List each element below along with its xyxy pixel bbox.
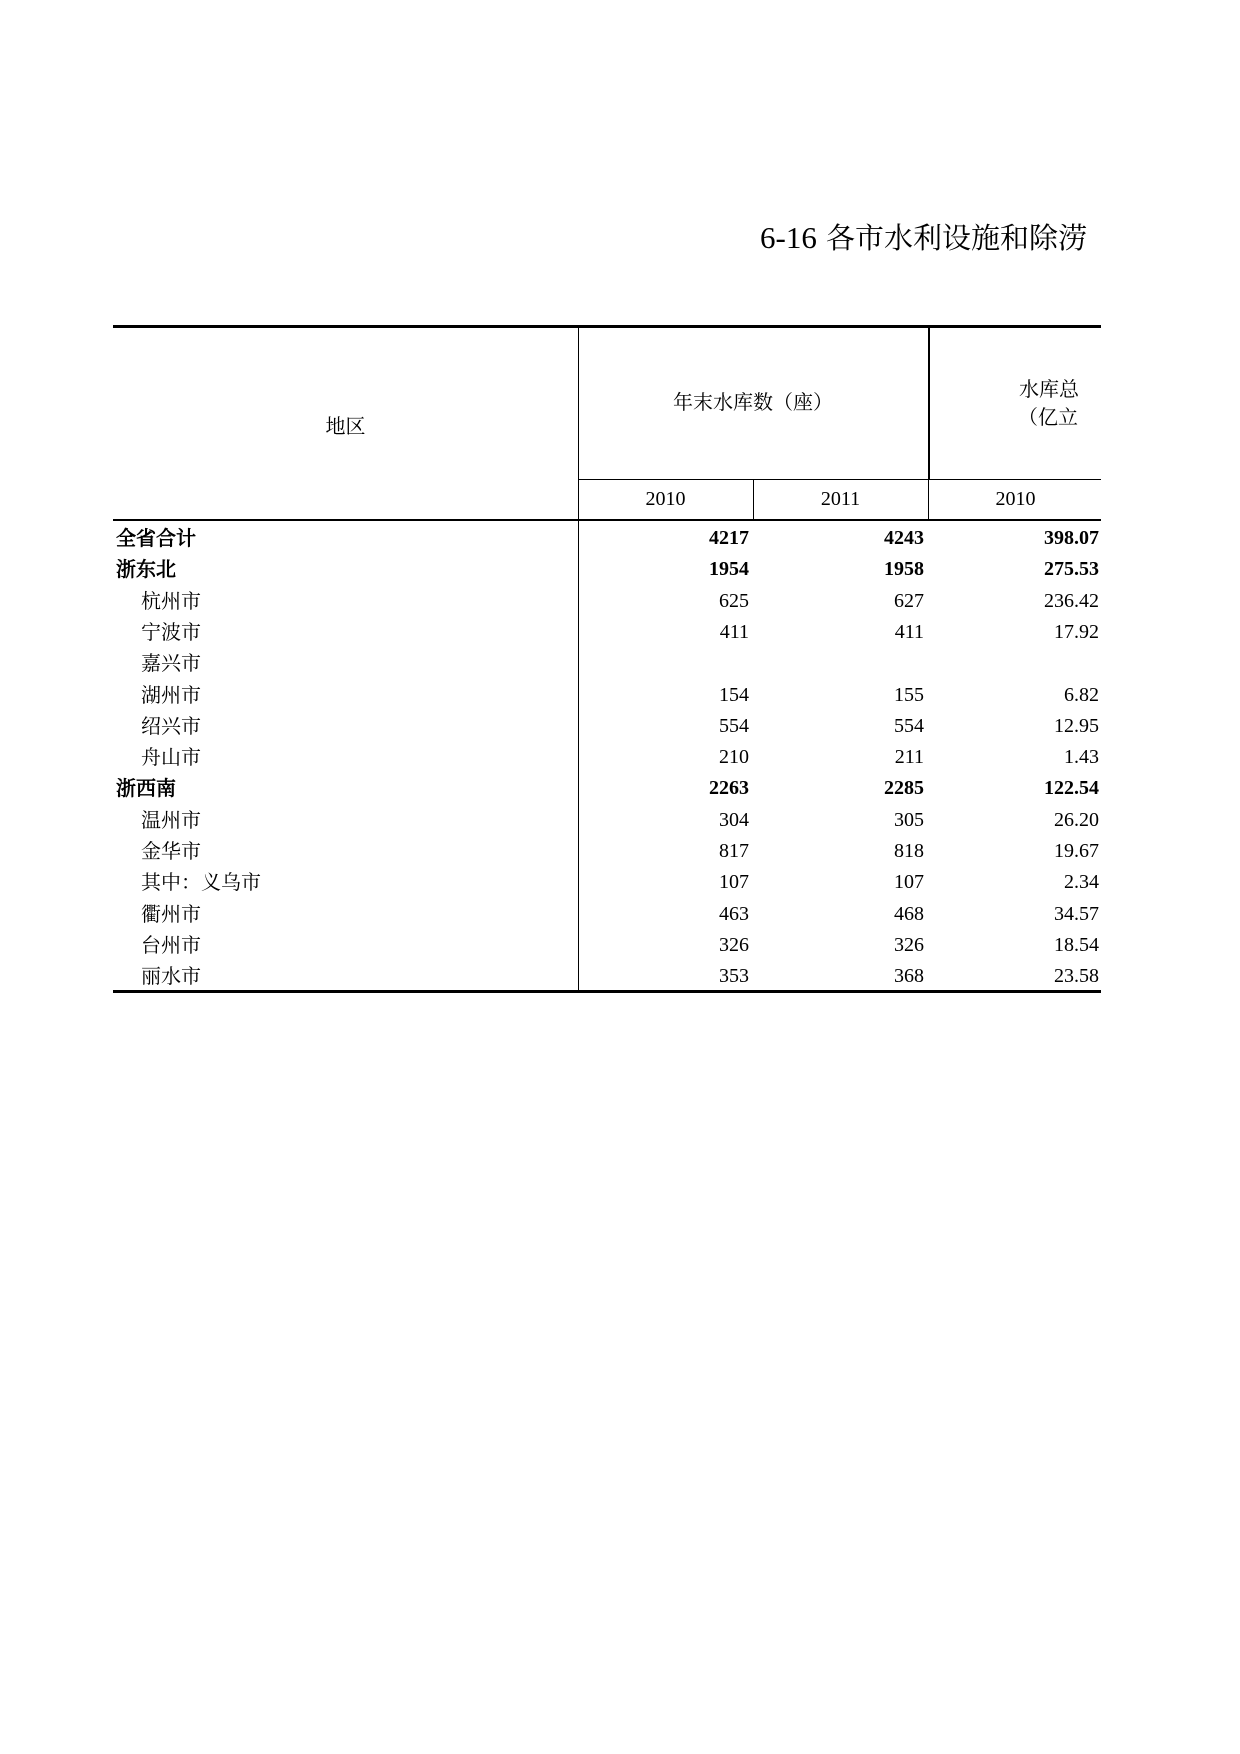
reservoir-count-2011: 2285 bbox=[884, 777, 924, 800]
table-row bbox=[113, 648, 1101, 679]
header-year-2010: 2010 bbox=[645, 488, 686, 510]
table-row bbox=[113, 961, 1101, 992]
table-row bbox=[113, 680, 1101, 711]
reservoir-capacity-2010: 236.42 bbox=[1044, 589, 1099, 612]
reservoir-count-2010: 2263 bbox=[709, 777, 749, 800]
reservoir-capacity-2010: 275.53 bbox=[1044, 558, 1099, 581]
region-name: 丽水市 bbox=[141, 964, 201, 989]
table-row bbox=[113, 836, 1101, 867]
reservoir-capacity-2010: 2.34 bbox=[1064, 871, 1099, 894]
reservoir-count-2011: 305 bbox=[894, 808, 924, 831]
table-top-border bbox=[113, 325, 1101, 328]
reservoir-count-2011: 627 bbox=[894, 589, 924, 612]
region-name: 浙东北 bbox=[116, 557, 176, 582]
table-row bbox=[113, 617, 1101, 648]
reservoir-count-2010: 353 bbox=[719, 965, 749, 988]
reservoir-capacity-2010: 398.07 bbox=[1044, 527, 1099, 549]
reservoir-count-2011: 155 bbox=[894, 683, 924, 706]
table-row bbox=[113, 554, 1101, 585]
reservoir-capacity-2010: 26.20 bbox=[1054, 808, 1099, 831]
reservoir-capacity-2010: 1.43 bbox=[1064, 746, 1099, 769]
reservoir-count-2011: 211 bbox=[894, 746, 924, 769]
reservoir-count-2010: 304 bbox=[719, 808, 749, 831]
region-name: 温州市 bbox=[141, 807, 201, 832]
reservoir-count-2010: 411 bbox=[719, 620, 749, 643]
reservoir-count-2010: 625 bbox=[719, 589, 749, 612]
region-name: 其中：义乌市 bbox=[141, 870, 261, 895]
reservoir-count-2011: 107 bbox=[894, 871, 924, 894]
reservoir-count-2010: 107 bbox=[719, 871, 749, 894]
reservoir-count-2010: 4217 bbox=[709, 527, 749, 549]
reservoir-count-2010: 554 bbox=[719, 714, 749, 737]
reservoir-capacity-2010: 34.57 bbox=[1054, 902, 1099, 925]
reservoir-count-2010 bbox=[578, 648, 749, 679]
table-row bbox=[113, 805, 1101, 836]
reservoir-count-2011: 1958 bbox=[884, 558, 924, 581]
region-name: 湖州市 bbox=[141, 682, 201, 707]
region-name: 嘉兴市 bbox=[141, 651, 201, 676]
column-divider-group bbox=[928, 328, 930, 479]
reservoir-count-2010: 326 bbox=[719, 933, 749, 956]
table-row bbox=[113, 930, 1101, 961]
reservoir-capacity-2010: 122.54 bbox=[1044, 777, 1099, 800]
reservoir-capacity-2010: 12.95 bbox=[1054, 714, 1099, 737]
table-title-text: 各市水利设施和除涝 bbox=[826, 221, 1088, 255]
region-name: 浙西南 bbox=[116, 776, 176, 801]
table-row bbox=[113, 899, 1101, 930]
reservoir-capacity-2010 bbox=[928, 648, 1099, 679]
header-capacity-line2: （亿立 bbox=[1018, 405, 1078, 429]
reservoir-count-2011: 468 bbox=[894, 902, 924, 925]
header-year-2011: 2011 bbox=[820, 488, 861, 510]
reservoir-capacity-2010: 19.67 bbox=[1054, 840, 1099, 862]
reservoir-count-2011 bbox=[753, 648, 924, 679]
reservoir-count-2011: 326 bbox=[894, 933, 924, 956]
header-reservoir-count: 年末水库数（座） bbox=[673, 390, 833, 414]
table-row bbox=[113, 586, 1101, 617]
region-name: 金华市 bbox=[141, 839, 201, 863]
reservoir-count-2010: 154 bbox=[719, 683, 749, 706]
region-name: 舟山市 bbox=[141, 745, 201, 770]
reservoir-count-2010: 210 bbox=[719, 746, 749, 769]
data-table bbox=[113, 325, 1101, 995]
table-row bbox=[113, 711, 1101, 742]
table-number: 6-16 bbox=[760, 220, 817, 255]
header-region: 地区 bbox=[325, 414, 366, 438]
reservoir-count-2010: 817 bbox=[719, 840, 749, 862]
region-name: 衢州市 bbox=[141, 901, 201, 926]
header-capacity-line1: 水库总 bbox=[1019, 377, 1079, 401]
table-row bbox=[113, 867, 1101, 898]
reservoir-capacity-2010: 23.58 bbox=[1054, 965, 1099, 988]
table-row bbox=[113, 742, 1101, 773]
reservoir-count-2011: 368 bbox=[894, 965, 924, 988]
region-name: 杭州市 bbox=[141, 588, 201, 613]
table-title bbox=[0, 218, 1101, 258]
reservoir-capacity-2010: 18.54 bbox=[1054, 933, 1099, 956]
table-bottom-border bbox=[113, 990, 1101, 993]
table-row bbox=[113, 773, 1101, 804]
region-name: 台州市 bbox=[141, 932, 201, 957]
header-capacity-year-2010: 2010 bbox=[995, 488, 1036, 510]
reservoir-count-2011: 4243 bbox=[884, 527, 924, 549]
region-name: 绍兴市 bbox=[141, 713, 201, 738]
region-name: 宁波市 bbox=[141, 619, 201, 644]
reservoir-count-2010: 1954 bbox=[709, 558, 749, 581]
region-name: 全省合计 bbox=[116, 526, 196, 550]
reservoir-count-2010: 463 bbox=[719, 902, 749, 925]
reservoir-count-2011: 411 bbox=[894, 620, 924, 643]
reservoir-count-2011: 554 bbox=[894, 714, 924, 737]
reservoir-capacity-2010: 6.82 bbox=[1064, 683, 1099, 706]
header-bottom-line bbox=[113, 519, 1101, 521]
reservoir-capacity-2010: 17.92 bbox=[1054, 620, 1099, 643]
table-row bbox=[113, 523, 1101, 554]
reservoir-count-2011: 818 bbox=[894, 840, 924, 862]
